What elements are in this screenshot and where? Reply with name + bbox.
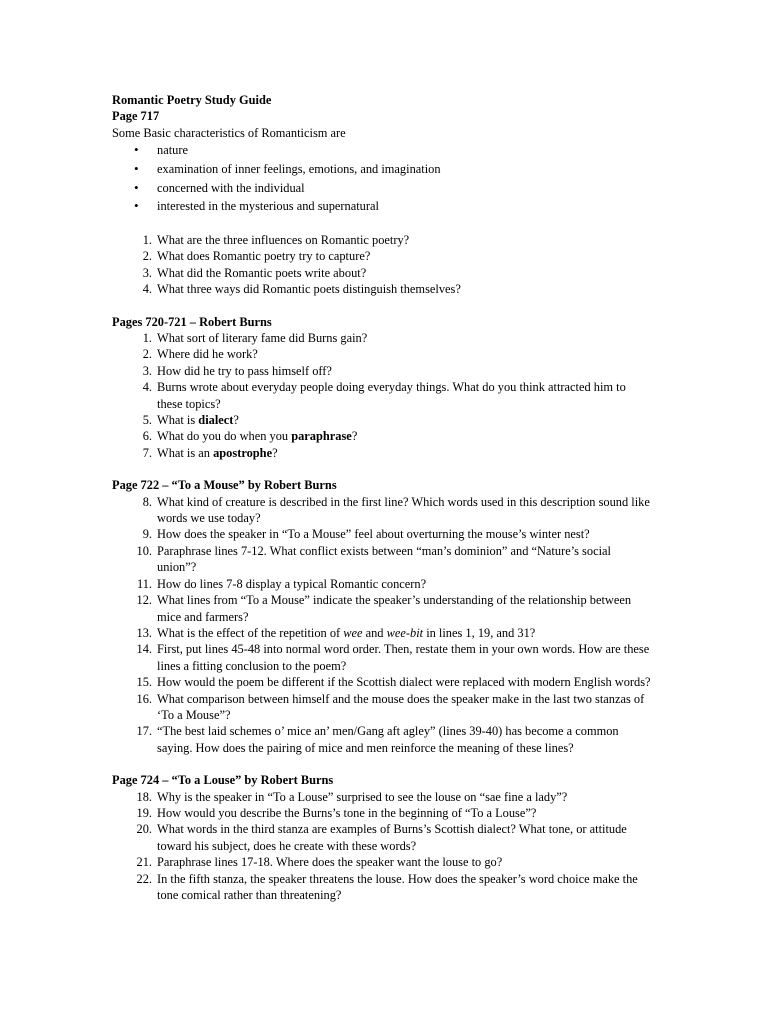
- question-item: 8. What kind of creature is described in the first line? Which words used in this description sound like words we use today?: [142, 494, 650, 526]
- bullet-item: • concerned with the individual: [112, 179, 652, 198]
- question-item: 18. Why is the speaker in “To a Louse” surprised to see the louse on “sae fine a lady”?: [136, 789, 568, 804]
- bullet-item: • interested in the mysterious and supernatural: [112, 197, 652, 216]
- spacer: [112, 298, 652, 314]
- question-item: 3. How did he try to pass himself off?: [142, 363, 332, 378]
- section-heading: Page 722 – “To a Mouse” by Robert Burns: [112, 478, 337, 493]
- question-item: 7. What is an apostrophe?: [142, 445, 278, 460]
- word-wee: wee: [343, 625, 363, 640]
- section-heading: Page 717: [112, 109, 160, 124]
- question-item: 15. How would the poem be different if the Scottish dialect were replaced with modern English words?: [136, 675, 651, 690]
- intro-text: Some Basic characteristics of Romanticism are: [112, 125, 346, 140]
- question-item: 10. Paraphrase lines 7-12. What conflict exists between “man’s dominion” and “Nature’s social union”?: [136, 543, 611, 575]
- question-item: 5. What is dialect?: [142, 413, 239, 428]
- question-item: 14. First, put lines 45-48 into normal word order. Then, restate them in your own words. How are these lines a fitting conclusion to the poem?: [136, 642, 650, 673]
- study-guide: [112, 92, 652, 903]
- question-item: 9. How does the speaker in “To a Mouse” feel about overturning the mouse’s winter nest?: [142, 527, 590, 542]
- question-item: 19. How would you describe the Burns’s tone in the beginning of “To a Louse”?: [136, 805, 537, 820]
- bullet-list: [112, 141, 652, 216]
- term-dialect: dialect: [198, 413, 234, 428]
- question-item: 4. What three ways did Romantic poets distinguish themselves?: [142, 282, 461, 297]
- question-item: 6. What do you do when you paraphrase?: [142, 429, 358, 444]
- section-heading: Page 724 – “To a Louse” by Robert Burns: [112, 773, 334, 788]
- spacer: [112, 756, 652, 772]
- question-item: 3. What did the Romantic poets write about?: [142, 265, 367, 280]
- question-item: 21. Paraphrase lines 17-18. Where does the speaker want the louse to go?: [136, 855, 503, 870]
- question-item: 17. “The best laid schemes o’ mice an’ men/Gang aft agley” (lines 39-40) has become a common saying. How does the pairing of mice and men reinforce the meaning of these lines?: [136, 724, 619, 755]
- question-item: 11. How do lines 7-8 display a typical Romantic concern?: [136, 576, 427, 591]
- question-item: 13. What is the effect of the repetition of wee and wee-bit in lines 1, 19, and 31?: [136, 625, 536, 640]
- question-item: 12. What lines from “To a Mouse” indicate the speaker’s understanding of the relationship between mice and farmers?: [136, 593, 632, 624]
- bullet-item: • nature: [112, 141, 652, 160]
- question-list: [112, 494, 652, 757]
- question-item: 4. Burns wrote about everyday people doing everyday things. What do you think attracted him to these topics?: [142, 380, 626, 411]
- question-item: 16. What comparison between himself and the mouse does the speaker make in the last two stanzas of ‘To a Mouse”?: [136, 691, 645, 722]
- question-list: [112, 232, 652, 298]
- term-paraphrase: paraphrase: [291, 429, 352, 444]
- word-wee-bit: wee-bit: [386, 625, 424, 640]
- section-heading: Pages 720-721 – Robert Burns: [112, 314, 272, 329]
- question-item: 1. What sort of literary fame did Burns gain?: [142, 331, 368, 345]
- question-item: 1. What are the three influences on Romantic poetry?: [142, 232, 410, 247]
- question-item: 22. In the fifth stanza, the speaker threatens the louse. How does the speaker’s word choice make the tone comical rather than threatening?: [136, 871, 638, 902]
- document-title: Romantic Poetry Study Guide: [112, 93, 272, 107]
- term-apostrophe: apostrophe: [213, 445, 273, 460]
- spacer: [112, 216, 652, 232]
- question-list: [112, 330, 652, 461]
- question-item: 20. What words in the third stanza are examples of Burns’s Scottish dialect? What tone, or attitude toward his subject, does he create with these words?: [136, 822, 627, 853]
- question-item: 2. What does Romantic poetry try to capture?: [142, 249, 371, 264]
- spacer: [112, 461, 652, 477]
- bullet-item: • examination of inner feelings, emotions, and imagination: [112, 160, 652, 179]
- question-item: 2. Where did he work?: [142, 347, 258, 362]
- question-list: [112, 789, 652, 904]
